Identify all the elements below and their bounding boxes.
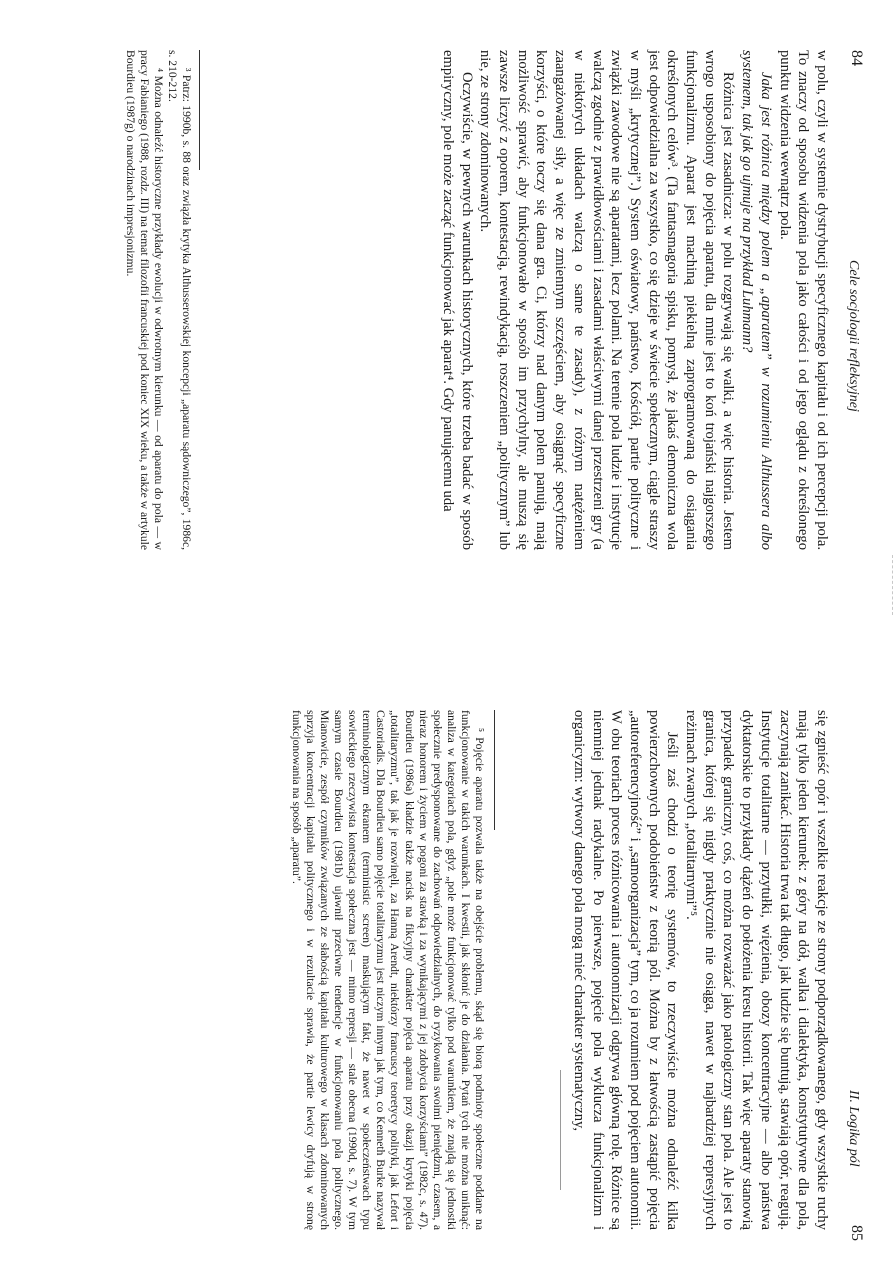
paragraph: Jeśli zaś chodzi o teorię systemów, to rzeczywiście można odnaleźć kilka powierzchownych podobieństw z teorią pól. Można by z łatwością zastąpić pojęcia „autoreferencyjność” i „samoorganizacja” tym, co ja rozumiem pod pojęciem autonomii. W obu teoriach proces różnicowania i autonomizacji odgrywa główną rolę. Różnice są niemniej jednak radykalne. Po pierwsze, pojęcie pola wyklucza funkcjonalizm i organicyzm: wytwory danego pola mogą mieć charakter systematyczny, (570, 710, 681, 1230)
running-head: Cele socjologii refleksyjnej (846, 260, 861, 412)
left-page (0, 0, 893, 620)
footnotes (123, 50, 193, 550)
footnote-rule (494, 710, 495, 830)
interview-question: Jaka jest różnica między polem a „aparatem” w rozumieniu Althussera albo systemem, tak jak go ujmuje na przykład Luhmann? (739, 50, 774, 550)
footnote: ⁵ Pojęcie aparatu pozwala także na obejście problemu, skąd się biorą podmioty społeczne poddane na funkcjonowanie w takich warunkach. I kwestii, jak skłonić je do działania. Pytań tych nie można uniknąć: analiza w kategoriach pola, gdyż „pole może funkcjonować tylko pod warunkiem, że znajdą się jednostki społecznie predysponowane do zachowań odpowiedzialnych, do ryzykowania swoimi pieniędzmi, czasem, a nieraz honorem i życiem w pogoni za stawką i za wynikającymi z jej zdobycia korzyściami” (1982c, s. 47). Bourdieu (1986a) kładzie także nacisk na fikcyjny charakter pojęcia aparatu przy okazji krytyki pojęcia „totalitaryzmu”, tak jak je rozwinęli, za Hanną Arendt, niektórzy francuscy teoretycy polityki, jak Lefort i Castoriadis. Dla Bourdieu samo pojęcie totalitaryzmu jest niczym innym jak tym, co Kenneth Burke nazywał terminologicznym ekranem (terministic screen) maskującym fakt, że nawet w społeczeństwach typu sowieckiego rzeczywista kontestacja społeczna jest — mimo represji — stale obecna (1990d, s. 7). W tym samym czasie Bourdieu (1981b) ujawnił przeciwne tendencje w funkcjonowaniu pola politycznego. Mianowicie, zespół czynników związanych ze słabością kapitału kulturowego w klasach zdominowanych sprzyja koncentracji kapitału politycznego i w rezultacie sprawia, że partie lewicy dryfują w stronę funkcjonowania na sposób „aparatu”. (289, 710, 486, 1230)
footnote: ⁴ Można odnaleźć historyczne przykłady ewolucji w odwrotnym kierunku — od aparatu do pola — w pracy Fabianiego (1988, rozdz. III) na temat filozofii francuskiej pod koniec XIX wieku, a także w artykule Bourdieu (1987g) o narodzinach impresjonizmu. (123, 50, 165, 550)
paragraph: Oczywiście, w pewnych warunkach historycznych, które trzeba badać w sposób empiryczny, pole może zacząć funkcjonować jak aparat⁴. Gdy panującemu uda (439, 50, 475, 550)
footnote: ³ Patrz: 1990b, s. 88 oraz związła krytyka Althusserowskiej koncepcji „aparatu sądowniczego”, 1986c, s. 210-212. (165, 50, 193, 550)
paragraph: się zgnieść opór i wszelkie reakcje ze strony podporządkowanego, gdy wszystkie ruchy mają tylko jeden kierunek: z góry na dół, walka i dialektyka, konstytutywne dla pola, zaczynają zanikać. Historia trwa tak długo, jak ludzie się buntują, stawiają opór, reagują. Instytucje totalitarne — przytułki, więzienia, obozy koncentracyjne — albo państwa dyktatorskie to przykłady dążeń do położenia kresu historii. Tak więc aparaty stanowią przypadek graniczny, coś, co można rozważać jako patologiczny stan pola. Ale jest to granica, której się nigdy praktycznie nie osiąga, nawet w najbardziej represyjnych reżimach zwanych „totalitarnymi”⁵. (683, 710, 830, 1230)
right-page (0, 640, 893, 1263)
running-head: II. Logika pól (846, 1090, 861, 1167)
page-number: 84 (848, 50, 865, 66)
paragraph: Różnica jest zasadnicza: w polu rozgrywają się walki, a więc historia. Jestem wrogo usposobiony do pojęcia aparatu, dla mnie jest to koń trojański najgorszego funkcjonalizmu. Aparat jest machiną piekielną zaprogramowaną do osiągania określonych celów³. (Ta fantasmagoria spisku, pomysł, że jakaś demoniczna wola jest odpowiedzialna za wszystko, co się dzieje w świecie społecznym, ciągle straszy w myśli „krytycznej”.) System oświatowy, państwo, Kościół, partie polityczne i związki zawodowe nie są aparatami, lecz polami. Na terenie pola ludzie i instytucje walczą zgodnie z prawidłowościami i zasadami właściwymi danej przestrzeni gry (a w niektórych układach walczą o same te zasady), z różnym natężeniem zaangażowanej siły, a więc ze zmiennym szczęściem, aby osiągnąć specyficzne korzyści, o które toczy się dana gra. Ci, którzy nad danym polem panują, mają możliwość sprawić, aby funkcjonowało w sposób im przychylny, ale muszą się zawsze liczyć z oporem, kontestacją, rewindykacją, roszczeniem „politycznym” lub nie, ze strony zdominowanych. (477, 50, 737, 550)
body-text (438, 50, 831, 550)
footnotes (289, 710, 486, 1230)
body-text (569, 710, 831, 1230)
paragraph: w polu, czyli w systemie dystrybucji specyficznego kapitału i od ich percepcji pola. To znaczy od sposobu widzenia pola jako całości i od jego oglądu z określonego punktu widzenia wewnątrz pola. (776, 50, 830, 550)
page-number: 85 (848, 1225, 865, 1241)
scan-edge-line (560, 1070, 561, 1190)
footnote-rule (199, 50, 200, 170)
